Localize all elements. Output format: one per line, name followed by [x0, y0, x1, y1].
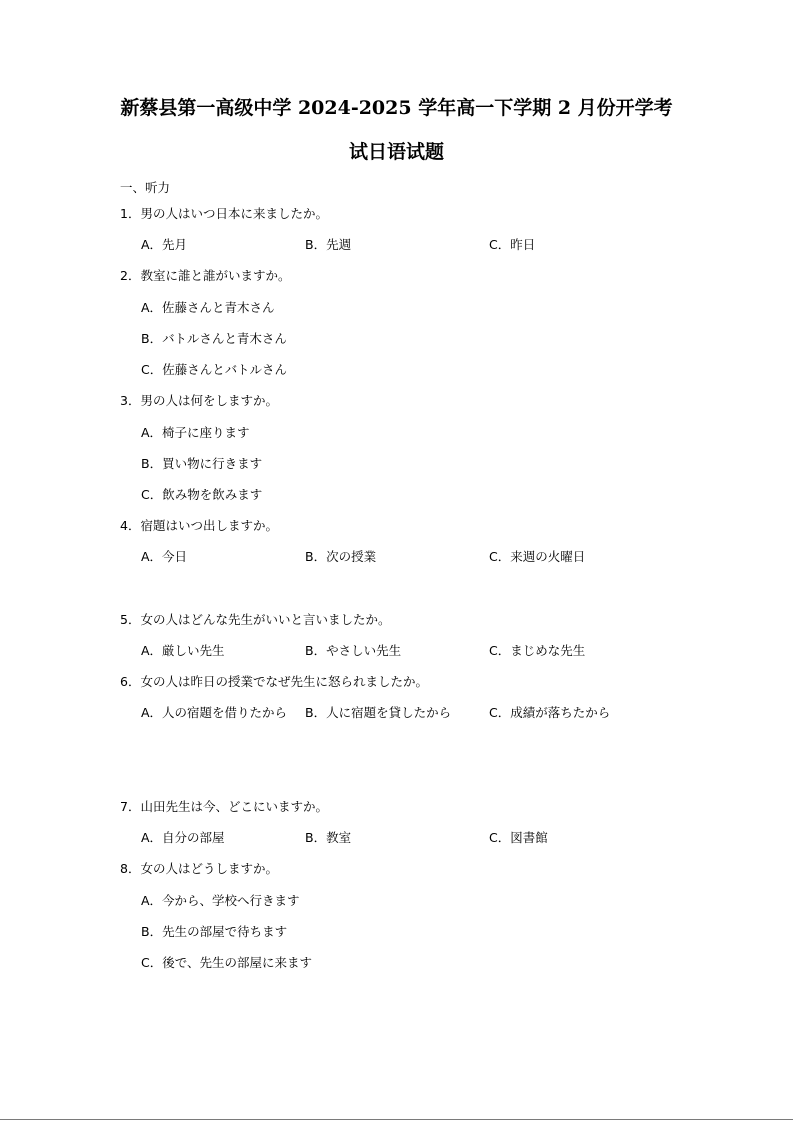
- option-c: C．後で、先生の部屋に来ます: [141, 955, 312, 970]
- option-a: A．先月: [141, 237, 188, 252]
- question-4-options: [0, 549, 793, 565]
- option-a: A．今日: [141, 549, 188, 564]
- section-heading: 一、听力: [120, 180, 171, 195]
- question-6-options: [0, 705, 793, 721]
- option-a: A．今から、学校へ行きます: [141, 893, 300, 908]
- question-3: 3．男の人は何をしますか。: [120, 393, 278, 408]
- option-b: B．人に宿題を貸したから: [305, 705, 452, 720]
- option-c: C．成績が落ちたから: [489, 705, 611, 720]
- option-b: B．教室: [305, 830, 352, 845]
- option-c: C．来週の火曜日: [489, 549, 586, 564]
- question-5: 5．女の人はどんな先生がいいと言いましたか。: [120, 612, 391, 627]
- question-8: 8．女の人はどうしますか。: [120, 861, 278, 876]
- option-c: C．飲み物を飲みます: [141, 487, 263, 502]
- question-7-options: [0, 830, 793, 846]
- option-b: B．やさしい先生: [305, 643, 402, 658]
- option-a: A．椅子に座ります: [141, 425, 250, 440]
- question-7: 7．山田先生は今、どこにいますか。: [120, 799, 328, 814]
- option-c: C．佐藤さんとバトルさん: [141, 362, 287, 377]
- question-5-options: [0, 643, 793, 659]
- option-c: C．昨日: [489, 237, 536, 252]
- question-6: 6．女の人は昨日の授業でなぜ先生に怒られましたか。: [120, 674, 428, 689]
- option-a: A．自分の部屋: [141, 830, 225, 845]
- option-b: B．先週: [305, 237, 352, 252]
- option-a: A．人の宿題を借りたから: [141, 705, 288, 720]
- option-a: A．佐藤さんと青木さん: [141, 300, 275, 315]
- question-4: 4．宿題はいつ出しますか。: [120, 518, 278, 533]
- question-1: 1．男の人はいつ日本に来ましたか。: [120, 206, 328, 221]
- option-b: B．買い物に行きます: [141, 456, 263, 471]
- page-bottom-divider: [0, 1119, 793, 1120]
- question-1-options: [0, 237, 793, 253]
- option-c: C．まじめな先生: [489, 643, 586, 658]
- option-c: C．図書館: [489, 830, 548, 845]
- option-a: A．厳しい先生: [141, 643, 225, 658]
- option-b: B．先生の部屋で待ちます: [141, 924, 288, 939]
- question-2: 2．教室に誰と誰がいますか。: [120, 268, 291, 283]
- option-b: B．次の授業: [305, 549, 377, 564]
- document-title-continued: 试日语试题: [348, 141, 444, 163]
- option-b: B．バトルさんと青木さん: [141, 331, 287, 346]
- document-title: 新蔡县第一高级中学 2024-2025 学年高一下学期 2 月份开学考: [120, 97, 673, 119]
